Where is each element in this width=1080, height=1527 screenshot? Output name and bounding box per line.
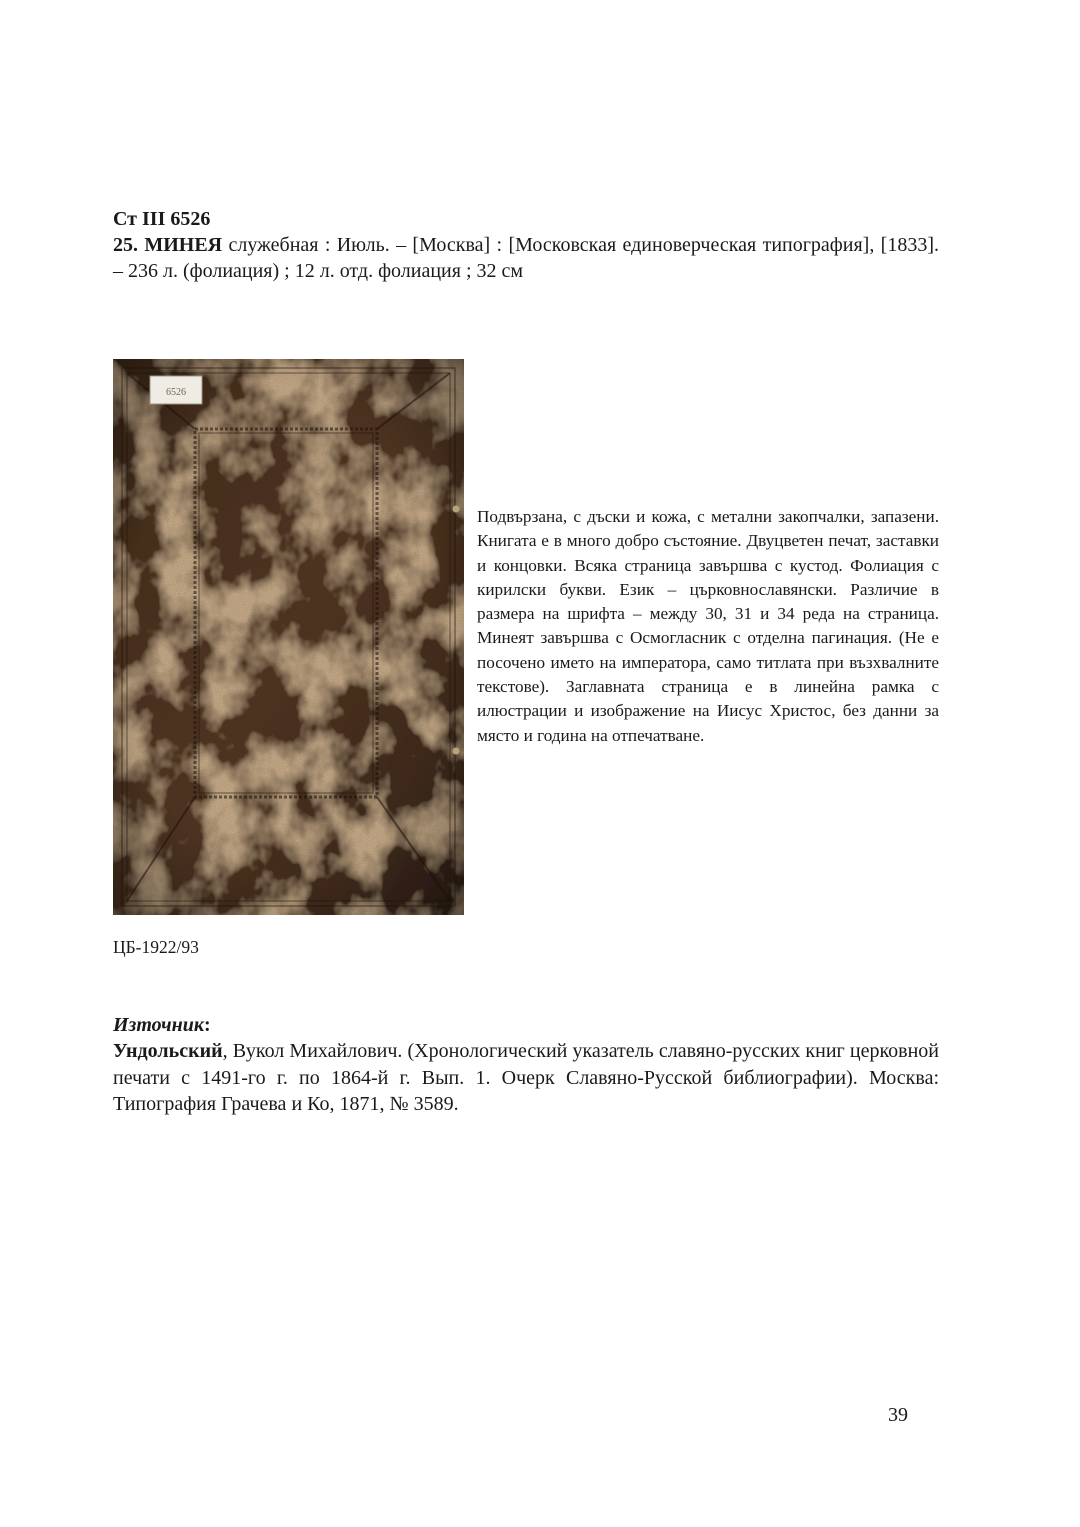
cover-vignette bbox=[113, 359, 464, 915]
entry-number-title: 25. МИНЕЯ bbox=[113, 234, 223, 256]
clasp-pin-bottom bbox=[453, 748, 460, 755]
inventory-number: ЦБ-1922/93 bbox=[113, 937, 199, 957]
page-number: 39 bbox=[888, 1404, 908, 1426]
source-heading bbox=[113, 1012, 211, 1038]
source-author: Ундольский bbox=[113, 1040, 223, 1062]
source-details: , Вукол Михайлович. (Хронологический указатель славяно-русских книг церковной печати с 1491-го г. по 1864-й г. Вып. 1. Очерк Славяно-Русской библиографии). Москва: Типография Грачева и Ко, 1871, № 3589. bbox=[113, 1040, 939, 1115]
source-citation bbox=[113, 1038, 939, 1118]
clasp-pin-top bbox=[453, 506, 460, 513]
source-heading-label: Източник bbox=[113, 1014, 204, 1036]
entry-details: служебная : Июль. – [Москва] : [Московская единоверческая типография], [1833]. – 236 л. (фолиация) ; 12 л. отд. фолиация ; 32 см bbox=[113, 234, 939, 282]
library-label bbox=[150, 376, 202, 404]
bibliographic-entry bbox=[113, 232, 939, 284]
label-number: 6526 bbox=[166, 387, 186, 398]
source-heading-colon: : bbox=[204, 1014, 211, 1036]
description-paragraph: Подвързана, с дъски и кожа, с метални закопчалки, запазени. Книгата е в много добро състояние. Двуцветен печат, заставки и концовки. Всяка страница завършва с кустод. Фолиация с кирилски букви. Език – църковнославянски. Различие в размера на шрифта – между 30, 31 и 34 реда на страница. Минеят завършва с Осмогласник с отделна пагинация. (Не е посочено името на императора, само титлата при възхвалните текстове). Заглавната страница е в линейна рамка с илюстрации и изображение на Иисус Христос, без данни за място и година на отпечатване. bbox=[477, 507, 939, 745]
shelfmark: Ст III 6526 bbox=[113, 208, 211, 230]
book-cover-photo bbox=[113, 359, 464, 915]
